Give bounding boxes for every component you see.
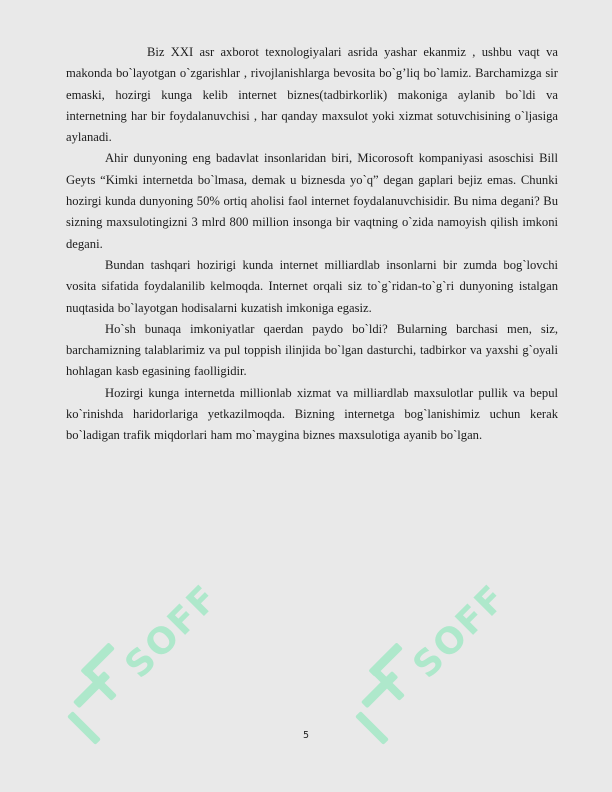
watermark-text-left: SOFF [117,576,227,687]
paragraph-2: Ahir dunyoning eng badavlat insonlaridan biri, Micorosoft kompaniyasi asoschisi Bill Geyts “Kimki internetda bo`lmasa, demak u biznesda yo`q” degan gaplari bejiz emas. Chunki hozirgi kunda dunyoning 50% ortiq aholisi faol internet foydalanuvchisidir. Bu nima degani? Bu sizning maxsulotingizni 3 mlrd 800 million insonga bir vaqtning o`zida namoyish qilish imkoni degani. [66,151,558,251]
watermark-text-right: SOFF [405,576,515,687]
page-number: 5 [302,730,310,741]
paragraph-3: Bundan tashqari hozirigi kunda internet milliardlab insonlarni bir zumda bog`lovchi vosita sifatida foydalanilib kelmoqda. Internet orqali siz to`g`ridan-to`g`ri dunyoning istalgan nuqtasida bo`layotgan hodisalarni kuzatish imkoniga egasiz. [66,257,558,315]
paragraph-4: Ho`sh bunaqa imkoniyatlar qaerdan paydo bo`ldi? Bularning barchasi men, siz, barchamizning talablarimiz va pul toppish ilinjida bo`lgan dasturchi, tadbirkor va yaxshi g`oyali hohlagan kasb egasining faolligidir. [66,321,558,379]
paragraph-5: Hozirgi kunga internetda millionlab xizmat va milliardlab maxsulotlar pullik va bepul ko`rinishda haridorlariga yetkazilmoqda. Bizning internetga bog`lanishimiz uchun kerak bo`ladigan trafik miqdorlari ham mo`maygina biznes maxsulotiga ayanib bo`lgan. [66,385,558,443]
document-body [66,42,558,447]
paragraph-1: Biz XXI asr axborot texnologiyalari asrida yashar ekanmiz , ushbu vaqt va makonda bo`layotgan o`zgarishlar , rivojlanishlarga bevosita bo`g’liq bo`lamiz. Barchamizga sir emaski, hozirgi kunga kelib internet biznes(tadbirkorlik) makoniga aylanib bo`ldi va internetning har bir foydalanuvchisi , har qanday maxsulot yoki xizmat sotuvchisining o`ljasiga aylanadi. [66,45,558,145]
